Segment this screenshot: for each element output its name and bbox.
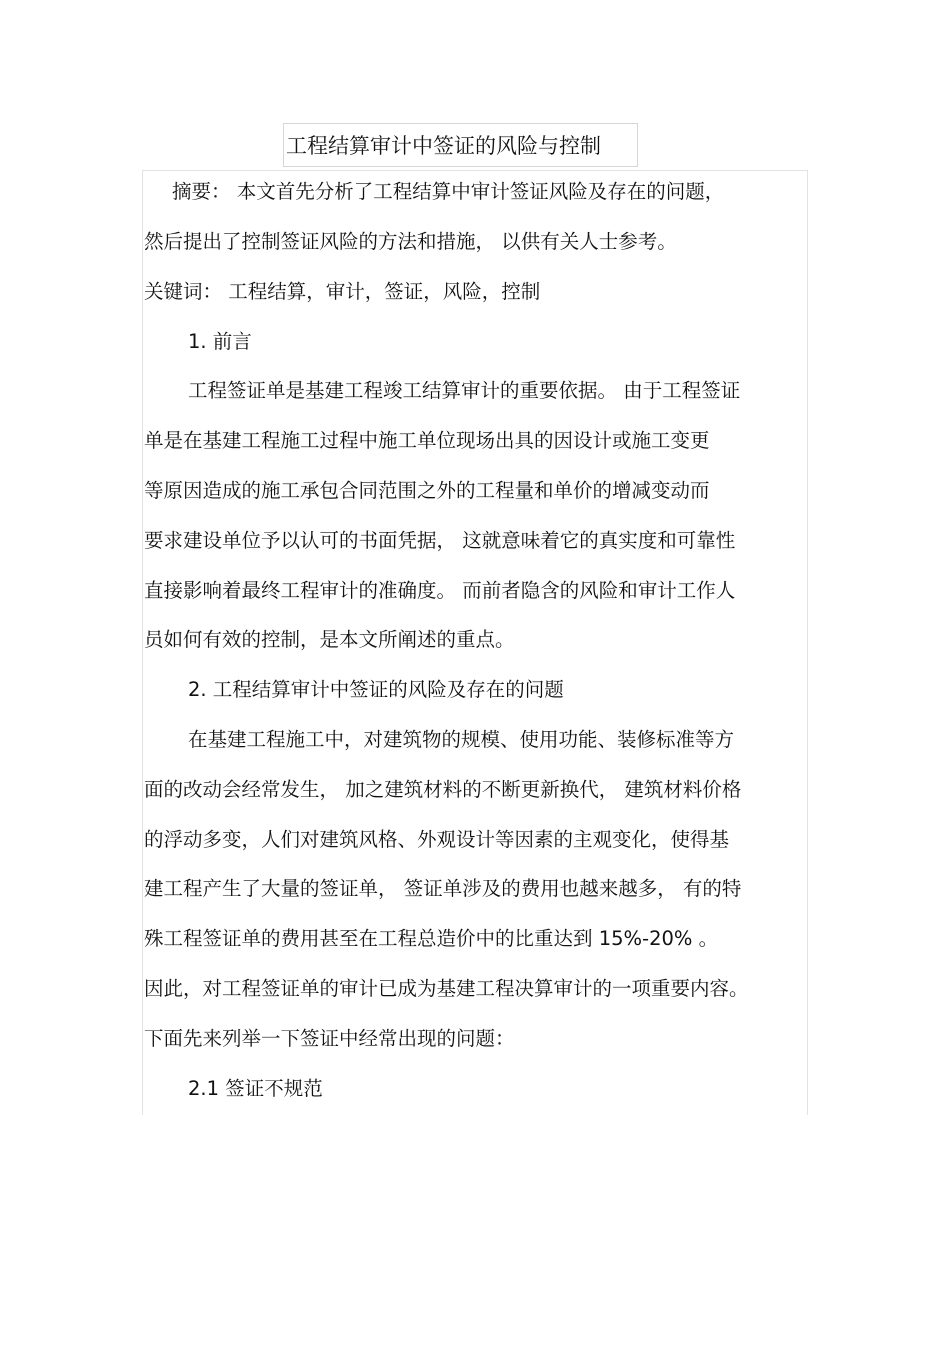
page-title: 工程结算审计中签证的风险与控制 <box>286 134 601 158</box>
subsection-heading: 2.1 签证不规范 <box>188 1077 323 1100</box>
paragraph-line: 建工程产生了大量的签证单， 签证单涉及的费用也越来越多， 有的特 <box>144 877 742 900</box>
paragraph-line: 因此，对工程签证单的审计已成为基建工程决算审计的一项重要内容。 <box>144 977 749 1000</box>
section-heading-2: 2. 工程结算审计中签证的风险及存在的问题 <box>188 678 564 701</box>
paragraph-line: 的浮动多变，人们对建筑风格、外观设计等因素的主观变化，使得基 <box>144 828 730 851</box>
paragraph-line: 在基建工程施工中，对建筑物的规模、使用功能、装修标准等方 <box>188 728 735 751</box>
paragraph-line: 等原因造成的施工承包合同范围之外的工程量和单价的增减变动而 <box>144 479 710 502</box>
keywords: 关键词： 工程结算，审计，签证，风险，控制 <box>144 280 541 303</box>
paragraph-line: 员如何有效的控制，是本文所阐述的重点。 <box>144 628 515 651</box>
paragraph-line: 殊工程签证单的费用甚至在工程总造价中的比重达到 15%-20% 。 <box>144 927 719 950</box>
paragraph-line: 单是在基建工程施工过程中施工单位现场出具的因设计或施工变更 <box>144 429 710 452</box>
paragraph-line: 面的改动会经常发生， 加之建筑材料的不断更新换代， 建筑材料价格 <box>144 778 742 801</box>
section-heading-1: 1. 前言 <box>188 330 252 353</box>
abstract-line-1: 摘要： 本文首先分析了工程结算中审计签证风险及存在的问题， <box>172 180 725 203</box>
paragraph-line: 要求建设单位予以认可的书面凭据， 这就意味着它的真实度和可靠性 <box>144 529 736 552</box>
paragraph-line: 下面先来列举一下签证中经常出现的问题： <box>144 1027 515 1050</box>
abstract-line-2: 然后提出了控制签证风险的方法和措施， 以供有关人士参考。 <box>144 230 677 253</box>
paragraph-line: 直接影响着最终工程审计的准确度。 而前者隐含的风险和审计工作人 <box>144 579 736 602</box>
paragraph-line: 工程签证单是基建工程竣工结算审计的重要依据。 由于工程签证 <box>188 379 741 402</box>
